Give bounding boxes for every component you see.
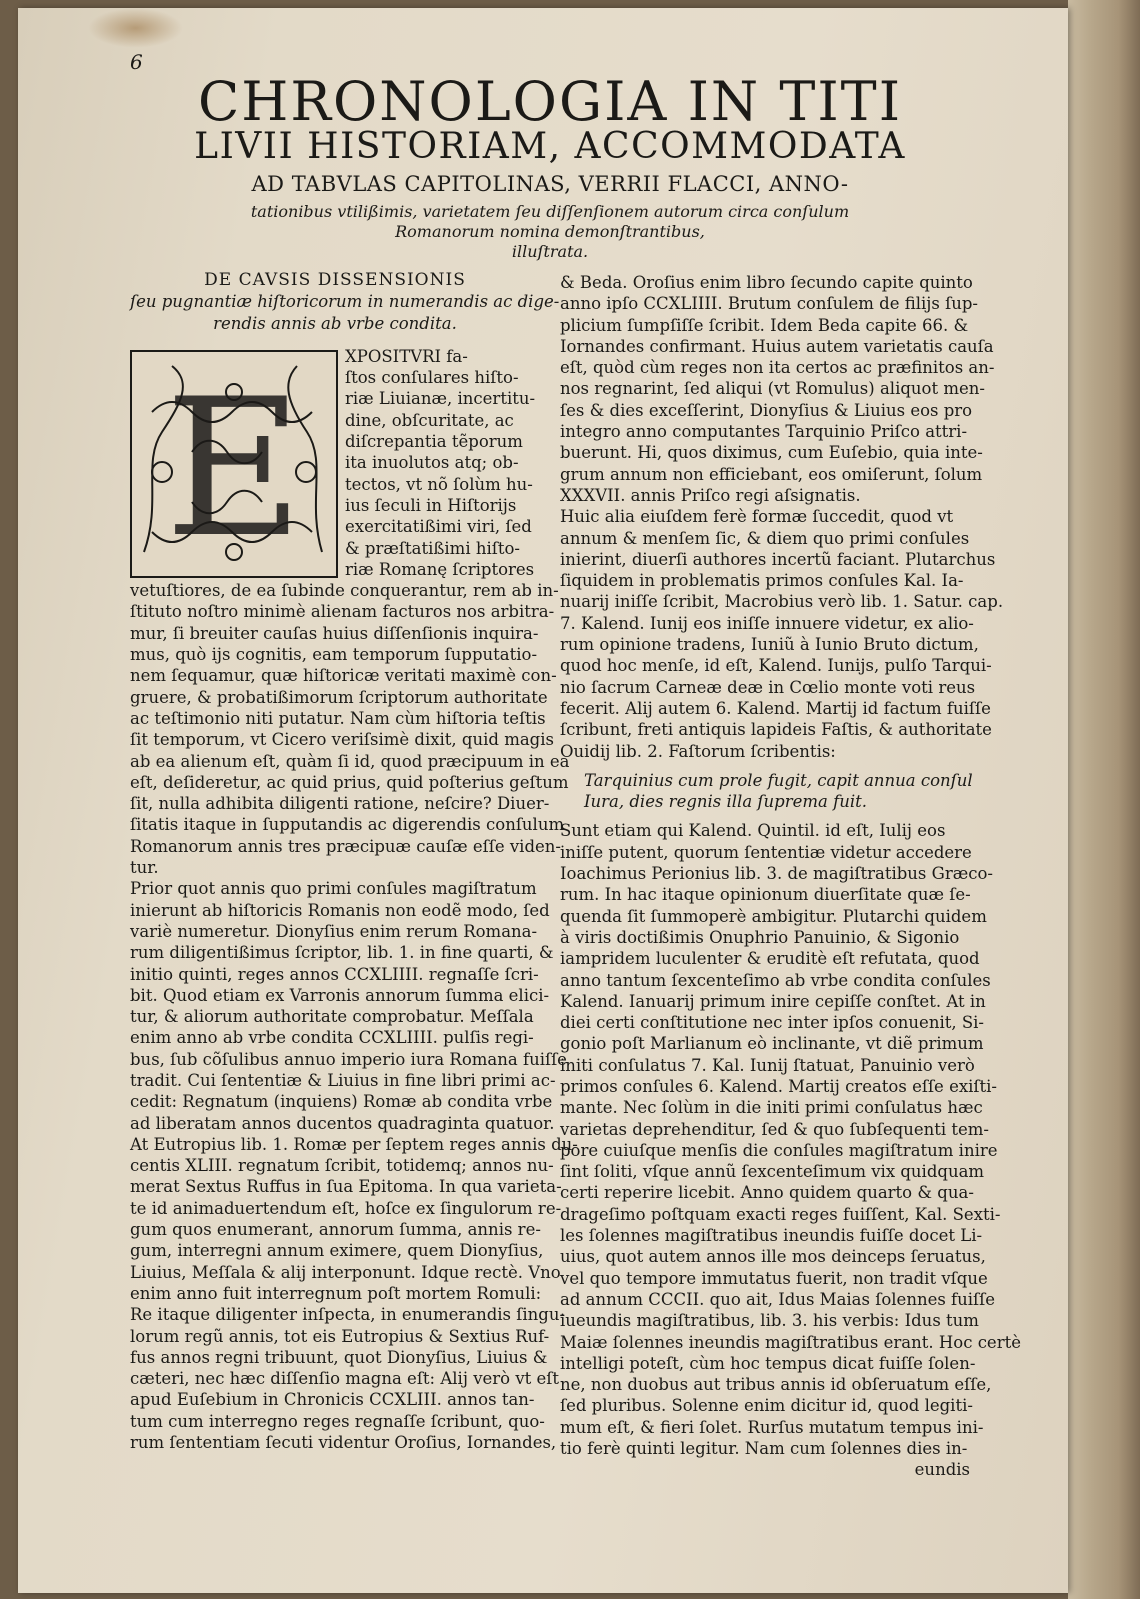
text-line: ad annum CCCII. quo ait, Idus Maias ſolennes fuiſſe: [560, 1289, 996, 1309]
text-line: Romanorum annis tres præcipuæ cauſæ eſſe viden-: [130, 836, 561, 856]
text-line: anno ipſo CCXLIIII. Brutum conſulem de filijs ſup-: [560, 294, 978, 314]
text-line: eſt, deſideretur, ac quid prius, quid poſterius geſtum: [130, 772, 569, 792]
text-line: tur, & aliorum authoritate comprobatur. Meſſala: [130, 1007, 534, 1027]
text-line: varietas deprehenditur, ſed & quo ſubſequenti tem-: [560, 1119, 989, 1139]
text-line: & Beda. Oroſius enim libro ſecundo capite quinto: [560, 273, 973, 292]
text-line: tio ferè quinti legitur. Nam cum ſolennes dies in-: [560, 1439, 968, 1459]
text-line: ac teſtimonio niti putatur. Nam cùm hiſtoria teſtis: [130, 708, 546, 728]
text-line: gum quos enumerant, annorum ſumma, annis re-: [130, 1220, 541, 1240]
text-line: exercitatißimi viri, ſed: [345, 517, 532, 537]
text-line: Iornandes confirmant. Huius autem varietatis cauſa: [560, 336, 994, 356]
text-line: variè numeretur. Dionyſius enim rerum Romana-: [130, 921, 538, 941]
text-line: ſiquidem in problematis primos conſules Kal. Ia-: [560, 571, 964, 591]
text-line: Maiæ ſolennes ineundis magiſtratibus erant. Hoc certè: [560, 1332, 1021, 1352]
text-line: inierunt ab hiſtoricis Romanis non eodẽ modo, ſed: [130, 900, 550, 920]
text-line: 7. Kalend. Iunij eos iniſſe innuere videtur, ex alio-: [560, 613, 974, 633]
title-line-3: AD TABVLAS CAPITOLINAS, VERRII FLACCI, ANNO-: [251, 172, 849, 196]
text-line: initi conſulatus 7. Kal. Iunij ſtatuat, Panuinio verò: [560, 1055, 975, 1075]
text-line: ſitatis itaque in ſupputandis ac digerendis conſulum: [130, 815, 565, 835]
text-line: ad liberatam annos ducentos quadraginta quatuor.: [130, 1113, 555, 1133]
text-line: grum annum non efficiebant, eos omiſerunt, ſolum: [560, 464, 983, 484]
text-line: iampridem luculenter & eruditè eſt refutata, quod: [560, 949, 980, 969]
text-line: merat Sextus Ruffus in ſua Epitoma. In qua varieta-: [130, 1177, 562, 1197]
text-line: gum, interregni annum eximere, quem Dionyſius,: [130, 1241, 544, 1261]
verse-line: Iura, dies regnis illa ſuprema fuit.: [584, 792, 867, 812]
section-heading: DE CAVSIS DISSENSIONIS: [204, 270, 466, 290]
text-line: diei certi conſtitutione nec inter ipſos conuenit, Si-: [560, 1013, 984, 1033]
page-number: 6: [130, 50, 143, 74]
text-line: anno tantum ſexcenteſimo ab vrbe condita conſules: [560, 970, 991, 990]
text-line: tum cum interregno reges regnaſſe ſcribunt, quo-: [130, 1411, 545, 1431]
text-line: diſcrepantia tẽporum: [345, 432, 523, 452]
text-line: eſt, quòd cùm reges non ita certos ac præfinitos an-: [560, 358, 995, 378]
text-line: vetuſtiores, de ea ſubinde conquerantur, rem ab in-: [130, 581, 559, 601]
text-line: intelligi poteſt, cùm hoc tempus dicat fuiſſe ſolen-: [560, 1353, 976, 1373]
text-line: rum. In hac itaque opinionum diuerſitate quæ ſe-: [560, 885, 971, 905]
title-line-2: LIVII HISTORIAM, ACCOMMODATA: [194, 126, 906, 167]
text-line: & præſtatißimi hiſto-: [345, 538, 520, 558]
text-line: ab ea alienum eſt, quàm ſi id, quod præcipuum in ea: [130, 751, 570, 771]
text-line: quod hoc menſe, id eſt, Kalend. Iunijs, pulſo Tarqui-: [560, 656, 992, 676]
text-line: certi reperire licebit. Anno quidem quarto & qua-: [560, 1183, 974, 1203]
text-line: riæ Liuianæ, incertitu-: [345, 389, 536, 409]
text-line: ſtos conſulares hiſto-: [345, 368, 519, 388]
text-line: nos regnarint, ſed aliqui (vt Romulus) aliquot men-: [560, 379, 985, 399]
text-line: gonio poſt Marlianum eò inclinante, vt diẽ primum: [560, 1034, 984, 1054]
text-line: Huic alia eiuſdem ferè formæ ſuccedit, quod vt: [560, 507, 954, 527]
text-line: At Eutropius lib. 1. Romæ per ſeptem reges annis du-: [130, 1134, 578, 1154]
text-line: apud Euſebium in Chronicis CCXLIII. annos tan-: [130, 1390, 535, 1410]
text-line: nio ſacrum Carneæ deæ in Cœlio monte voti reus: [560, 677, 976, 697]
text-line: ſed pluribus. Solenne enim dicitur id, quod legiti-: [560, 1396, 973, 1416]
text-line: Sunt etiam qui Kalend. Quintil. id eſt, Iulij eos: [560, 821, 946, 841]
title-line-6: illuſtrata.: [511, 242, 589, 261]
text-line: pore cuiuſque menſis die conſules magiſtratum inire: [560, 1140, 998, 1160]
text-line: integro anno computantes Tarquinio Priſco attri-: [560, 422, 968, 442]
text-line: te id animaduertendum eſt, hoſce ex ſingulorum re-: [130, 1198, 562, 1218]
text-line: fus annos regni tribuunt, quot Dionyſius, Liuius &: [130, 1347, 548, 1367]
section-subheading-2: rendis annis ab vrbe condita.: [213, 313, 457, 333]
text-line: vel quo tempore immutatus fuerit, non tradit vſque: [560, 1268, 988, 1288]
text-line: Ouidij lib. 2. Faſtorum ſcribentis:: [560, 741, 836, 761]
text-line: XXXVII. annis Priſco regi aſsignatis.: [560, 485, 861, 505]
title-line-4: tationibus vtilißimis, varietatem ſeu diſſenſionem autorum circa conſulum: [250, 202, 850, 221]
text-line: cæteri, nec hæc diſſenſio magna eſt: Alij verò vt eſt: [130, 1369, 560, 1389]
text-line: Re itaque diligenter inſpecta, in enumerandis ſingu-: [130, 1305, 566, 1325]
text-line: ſes & dies exceſſerint, Dionyſius & Liuius eos pro: [560, 400, 973, 420]
text-line: bus, ſub cõſulibus annuo imperio iura Romana fuiſſe: [130, 1049, 567, 1069]
text-line: uius, quot autem annos ille mos deinceps ſeruatus,: [560, 1247, 986, 1267]
text-line: ſit temporum, vt Cicero veriſsimè dixit, quid magis: [130, 730, 554, 750]
text-line: cedit: Regnatum (inquiens) Romæ ab condita vrbe: [130, 1092, 553, 1112]
text-line: ſtituto noſtro minimè alienam facturos nos arbitra-: [130, 602, 555, 622]
text-line: dine, obſcuritate, ac: [345, 410, 514, 430]
verse-line: Tarquinius cum prole fugit, capit annua conſul: [584, 770, 973, 790]
text-line: rum ſententiam ſecuti videntur Oroſius, Iornandes,: [130, 1433, 557, 1453]
text-line: buerunt. Hi, quos diximus, cum Euſebio, quia inte-: [560, 443, 983, 463]
text-line: drageſimo poſtquam exacti reges fuiſſent, Kal. Sexti-: [560, 1204, 1001, 1224]
book-spine-edge: [1068, 0, 1140, 1599]
text-line: mante. Nec ſolùm in die initi primi conſulatus hæc: [560, 1098, 983, 1118]
text-line: mus, quò ijs cognitis, eam temporum ſupputatio-: [130, 645, 538, 665]
text-line: nem ſequamur, quæ hiſtoricæ veritati maximè con-: [130, 666, 557, 686]
text-line: inierint, diuerſi authores incertũ faciant. Plutarchus: [560, 549, 996, 569]
text-line: Kalend. Ianuarij primum inire cepiſſe conſtet. At in: [560, 991, 986, 1011]
text-line: lorum regũ annis, tot eis Eutropius & Sextius Ruf-: [130, 1326, 550, 1346]
text-line: tradit. Cui ſententiæ & Liuius in fine libri primi ac-: [130, 1070, 556, 1090]
text-line: les ſolennes magiſtratibus ineundis fuiſſe docet Li-: [560, 1226, 983, 1246]
title-line-1: CHRONOLOGIA IN TITI: [197, 70, 903, 133]
catchword: eundis: [914, 1460, 970, 1480]
text-line: annum & menſem ſic, & diem quo primi conſules: [560, 528, 970, 548]
text-line: ne, non duobus aut tribus annis id obſeruatum eſſe,: [560, 1375, 992, 1395]
text-line: initio quinti, reges annos CCXLIIII. regnaſſe ſcri-: [130, 964, 539, 984]
text-line: tur.: [130, 858, 159, 878]
text-line: centis XLIII. regnatum ſcribit, totidemq; annos nu-: [130, 1156, 554, 1176]
title-line-5: Romanorum nomina demonſtrantibus,: [395, 222, 705, 241]
text-line: rum opinione tradens, Iuniũ à Iunio Bruto dictum,: [560, 635, 979, 655]
text-line: rum diligentißimus ſcriptor, lib. 1. in fine quarti, &: [130, 943, 554, 963]
initial-letter: E: [164, 358, 304, 579]
text-line: ſcribunt, freti antiquis lapideis Faſtis, & authoritate: [560, 720, 992, 740]
text-line: mur, ſi breuiter cauſas huius diſſenſionis inquira-: [130, 623, 539, 643]
text-line: Ioachimus Perionius lib. 3. de magiſtratibus Græco-: [560, 864, 993, 884]
left-column: [130, 270, 578, 1453]
text-line: Liuius, Meſſala & alij interponunt. Idque rectè. Vno: [130, 1262, 561, 1282]
text-line: primos conſules 6. Kalend. Martij creatos eſſe exiſti-: [560, 1076, 998, 1096]
text-line: iniſſe putent, quorum ſententiæ videtur accedere: [560, 842, 972, 862]
section-subheading-1: ſeu pugnantiæ hiſtoricorum in numerandis ac dige-: [130, 292, 560, 312]
text-line: gruere, & probatißimorum ſcriptorum authoritate: [130, 687, 548, 707]
text-line: nuarij iniſſe ſcribit, Macrobius verò lib. 1. Satur. cap.: [560, 592, 1004, 612]
text-line: bit. Quod etiam ex Varronis annorum ſumma elici-: [130, 985, 550, 1005]
text-line: iueundis magiſtratibus, lib. 3. his verbis: Idus tum: [560, 1311, 979, 1331]
text-line: enim anno fuit interregnum poſt mortem Romuli:: [130, 1283, 542, 1303]
text-line: Prior quot annis quo primi conſules magiſtratum: [130, 879, 537, 899]
text-line: ſint ſoliti, vſque annũ ſexcenteſimum vix quidquam: [560, 1162, 985, 1182]
text-line: à viris doctißimis Onuphrio Panuinio, & Sigonio: [560, 927, 960, 947]
text-line: mum eſt, & fieri ſolet. Rurſus mutatum tempus ini-: [560, 1417, 984, 1437]
text-line: quenda ſit ſummoperè ambigitur. Plutarchi quidem: [560, 906, 987, 926]
text-line: XPOSITVRI fa-: [345, 346, 468, 366]
page-stain: [88, 8, 183, 48]
text-line: fecerit. Alij autem 6. Kalend. Martij id factum fuiſſe: [560, 698, 991, 718]
text-line: riæ Romanę ſcriptores: [345, 559, 535, 579]
text-line: ius ſeculi in Hiſtorijs: [345, 495, 517, 515]
text-line: ita inuolutos atq; ob-: [345, 453, 519, 473]
text-line: tectos, vt nõ ſolùm hu-: [345, 474, 533, 494]
text-line: enim anno ab vrbe condita CCXLIIII. pulſis regi-: [130, 1028, 534, 1048]
text-line: plicium ſumpſiſſe ſcribit. Idem Beda capite 66. &: [560, 315, 969, 335]
right-column: [560, 272, 1021, 1481]
text-line: ſit, nulla adhibita diligenti ratione, neſcire? Diuer-: [130, 794, 550, 814]
